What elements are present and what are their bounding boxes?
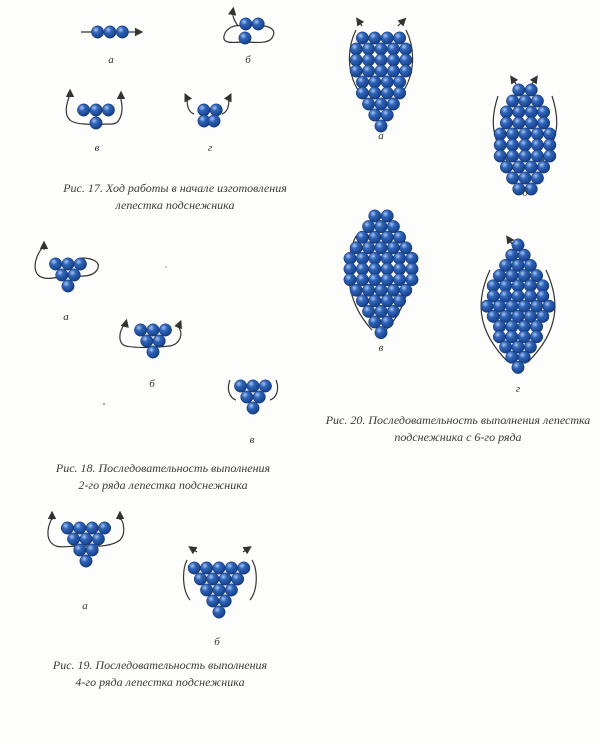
fig17-v-bead xyxy=(77,104,89,116)
fig17-a-bead xyxy=(91,26,103,38)
fig18-a-bead xyxy=(74,258,86,270)
fig20-v-bead xyxy=(369,210,381,222)
fig20-caption-line2: подснежника с 6-го ряда xyxy=(394,430,522,444)
fig20-v-bead xyxy=(381,273,393,285)
fig20-v-bead xyxy=(369,295,381,307)
fig20-v-bead xyxy=(387,220,399,232)
fig19-b-bead xyxy=(213,562,225,574)
fig20-g-bead xyxy=(512,361,524,373)
fig20-a-bead xyxy=(350,65,362,77)
fig20-a-bead xyxy=(387,65,399,77)
fig18-label-v: в xyxy=(249,434,255,446)
fig20-b-bead xyxy=(519,172,531,184)
fig19-caption xyxy=(53,657,267,691)
fig20-caption xyxy=(326,412,591,446)
fig20-b-bead xyxy=(537,106,549,118)
fig20-a-bead xyxy=(362,43,374,55)
fig20-v-bead xyxy=(356,231,368,243)
fig20-b-bead xyxy=(494,128,506,140)
fig17-b-bead xyxy=(240,18,252,30)
fig20-v-bead xyxy=(375,220,387,232)
fig20-a-bead xyxy=(375,43,387,55)
fig20-a-bead xyxy=(362,54,374,66)
beads-layer xyxy=(49,18,556,618)
fig17-a-bead xyxy=(104,26,116,38)
fig20-label-a: а xyxy=(378,130,384,142)
fig20-v-bead xyxy=(362,305,374,317)
fig20-v-bead xyxy=(387,284,399,296)
fig19-a-bead xyxy=(74,522,86,534)
fig18-b-bead xyxy=(159,324,171,336)
fig19-a-bead xyxy=(74,544,86,556)
fig20-a-bead xyxy=(350,43,362,55)
fig18-caption-line2: 2-го ряда лепестка подснежника xyxy=(78,478,248,492)
fig20-a-bead xyxy=(362,98,374,110)
fig17-a-bead xyxy=(116,26,128,38)
fig19-b-bead xyxy=(219,573,231,585)
fig19-label-a: а xyxy=(82,600,88,612)
fig20-b-bead xyxy=(531,150,543,162)
fig20-v-bead xyxy=(381,231,393,243)
fig20-a-bead xyxy=(381,87,393,99)
fig20-b-bead xyxy=(506,128,518,140)
fig20-a-bead xyxy=(387,98,399,110)
fig20-v-bead xyxy=(393,295,405,307)
fig19-caption-line2: 4-го ряда лепестка подснежника xyxy=(75,675,245,689)
fig20-v-bead xyxy=(356,273,368,285)
fig20-v-bead xyxy=(387,242,399,254)
fig19-b-bead xyxy=(213,584,225,596)
fig17-v-bead xyxy=(102,104,114,116)
fig20-v-bead xyxy=(393,273,405,285)
fig19-a-bead xyxy=(92,533,104,545)
fig19-b-bead xyxy=(225,584,237,596)
fig19-b-bead xyxy=(213,606,225,618)
fig20-a-bead xyxy=(362,65,374,77)
fig17-label-g: г xyxy=(207,142,213,154)
fig20-b-bead xyxy=(525,161,537,173)
fig20-v-bead xyxy=(375,242,387,254)
fig20-v-bead xyxy=(362,284,374,296)
fig20-b-bead xyxy=(513,117,525,129)
fig18-v-bead xyxy=(253,391,265,403)
fig20-v-bead xyxy=(393,231,405,243)
fig20-b-bead xyxy=(531,139,543,151)
fig20-v-bead xyxy=(375,284,387,296)
fig20-b-bead xyxy=(544,128,556,140)
fig20-a-bead xyxy=(381,76,393,88)
fig20-b-bead xyxy=(506,172,518,184)
fig20-b-bead xyxy=(544,150,556,162)
fig18-a-bead xyxy=(56,269,68,281)
fig20-a-bead xyxy=(375,54,387,66)
fig20-a-bead xyxy=(400,43,412,55)
fig20-a-bead xyxy=(393,76,405,88)
fig20-v-bead xyxy=(381,295,393,307)
fig20-a-bead xyxy=(381,32,393,44)
fig18-b-bead xyxy=(134,324,146,336)
fig20-v-bead xyxy=(387,305,399,317)
fig20-v-bead xyxy=(356,295,368,307)
fig20-label-b: б xyxy=(522,187,528,199)
fig20-b-bead xyxy=(513,84,525,96)
fig17-g-bead xyxy=(208,115,220,127)
fig20-a-bead xyxy=(375,98,387,110)
fig19-a-bead xyxy=(80,555,92,567)
fig20-b-bead xyxy=(494,150,506,162)
fig17-g-bead xyxy=(198,104,210,116)
fig17-caption xyxy=(63,180,287,214)
fig20-b-bead xyxy=(525,117,537,129)
fig20-a-bead xyxy=(369,32,381,44)
fig20-v-bead xyxy=(381,210,393,222)
fig20-a-bead xyxy=(393,32,405,44)
fig20-b-bead xyxy=(537,117,549,129)
fig20-b-bead xyxy=(500,106,512,118)
fig20-b-bead xyxy=(500,117,512,129)
fig19-a-bead xyxy=(67,533,79,545)
fig20-caption-line1: Рис. 20. Последовательность выполнения лепестка xyxy=(325,413,591,427)
fig19-b-bead xyxy=(225,562,237,574)
fig20-label-g: г xyxy=(515,383,521,395)
fig20-v-bead xyxy=(350,284,362,296)
fig17-b-bead xyxy=(252,18,264,30)
fig20-b-bead xyxy=(519,150,531,162)
fig18-b-bead xyxy=(147,346,159,358)
fig20-v-bead xyxy=(362,242,374,254)
fig17-caption-line2: лепестка подснежника xyxy=(115,198,235,212)
fig17-label-v: в xyxy=(94,142,100,154)
fig20-v-bead xyxy=(362,220,374,232)
fig18-label-b: б xyxy=(149,378,155,390)
fig20-a-bead xyxy=(356,76,368,88)
fig19-b-bead xyxy=(200,584,212,596)
fig20-b-bead xyxy=(506,139,518,151)
fig20-b-bead xyxy=(531,128,543,140)
fig19-b-bead xyxy=(207,595,219,607)
fig20-b-bead xyxy=(513,106,525,118)
fig20-b-bead xyxy=(519,139,531,151)
fig17-v-bead xyxy=(90,104,102,116)
fig18-v-bead xyxy=(259,380,271,392)
fig17-label-b: б xyxy=(245,54,251,66)
fig19-b-bead xyxy=(238,562,250,574)
fig20-v-bead xyxy=(369,231,381,243)
fig19-caption-line1: Рис. 19. Последовательность выполнения xyxy=(52,658,268,672)
fig20-a-bead xyxy=(400,65,412,77)
fig20-a-bead xyxy=(369,76,381,88)
fig20-v-bead xyxy=(369,316,381,328)
fig20-v-bead xyxy=(369,273,381,285)
fig19-b-bead xyxy=(200,562,212,574)
fig18-a-bead xyxy=(62,280,74,292)
fig19-a-bead xyxy=(86,522,98,534)
fig19-a-bead xyxy=(98,522,110,534)
fig20-b-bead xyxy=(537,161,549,173)
fig18-caption xyxy=(56,460,270,494)
fig20-a-bead xyxy=(369,109,381,121)
fig18-a-bead xyxy=(49,258,61,270)
fig19-a-bead xyxy=(61,522,73,534)
fig18-b-bead xyxy=(141,335,153,347)
fig20-a-bead xyxy=(375,65,387,77)
fig20-b-bead xyxy=(500,161,512,173)
fig18-v-bead xyxy=(247,380,259,392)
fig20-v-bead xyxy=(344,273,356,285)
fig18-v-bead xyxy=(234,380,246,392)
fig18-caption-line1: Рис. 18. Последовательность выполнения xyxy=(55,461,271,475)
fig19-b-bead xyxy=(188,562,200,574)
fig20-v-bead xyxy=(350,242,362,254)
fig18-v-bead xyxy=(241,391,253,403)
fig20-v-bead xyxy=(400,284,412,296)
fig17-label-a: а xyxy=(108,54,114,66)
fig17-caption-line1: Рис. 17. Ход работы в начале изготовления xyxy=(63,181,287,195)
fig20-a-bead xyxy=(400,54,412,66)
fig20-v-bead xyxy=(406,273,418,285)
fig20-v-bead xyxy=(375,305,387,317)
fig20-b-bead xyxy=(494,139,506,151)
fig20-a-bead xyxy=(369,87,381,99)
fig20-v-bead xyxy=(381,316,393,328)
fig19-b-bead xyxy=(207,573,219,585)
fig20-v-bead xyxy=(375,326,387,338)
fig20-a-bead xyxy=(387,54,399,66)
fig20-b-bead xyxy=(544,139,556,151)
fig19-b-bead xyxy=(231,573,243,585)
fig18-b-bead xyxy=(153,335,165,347)
fig20-a-bead xyxy=(356,32,368,44)
fig20-b-bead xyxy=(506,150,518,162)
fig18-a-bead xyxy=(62,258,74,270)
fig19-b-bead xyxy=(194,573,206,585)
fig20-b-bead xyxy=(531,172,543,184)
fig20-a-bead xyxy=(356,87,368,99)
fig17-b-bead xyxy=(239,32,251,44)
fig19-label-b: б xyxy=(214,636,220,648)
fig18-a-bead xyxy=(68,269,80,281)
fig20-a-bead xyxy=(350,54,362,66)
fig19-b-bead xyxy=(219,595,231,607)
fig20-a-bead xyxy=(381,109,393,121)
fig19-a-bead xyxy=(80,533,92,545)
fig20-b-bead xyxy=(513,161,525,173)
fig20-b-bead xyxy=(519,128,531,140)
fig20-b-bead xyxy=(525,84,537,96)
fig18-label-a: а xyxy=(63,311,69,323)
fig20-a-bead xyxy=(393,87,405,99)
fig20-label-v: в xyxy=(378,342,384,354)
fig20-v-bead xyxy=(400,242,412,254)
fig18-v-bead xyxy=(247,402,259,414)
fig18-b-bead xyxy=(147,324,159,336)
fig20-a-bead xyxy=(387,43,399,55)
fig17-v-bead xyxy=(90,117,102,129)
fig19-a-bead xyxy=(86,544,98,556)
fig17-g-bead xyxy=(210,104,222,116)
fig20-b-bead xyxy=(531,95,543,107)
fig20-b-bead xyxy=(506,95,518,107)
fig20-b-bead xyxy=(519,95,531,107)
fig20-b-bead xyxy=(525,106,537,118)
